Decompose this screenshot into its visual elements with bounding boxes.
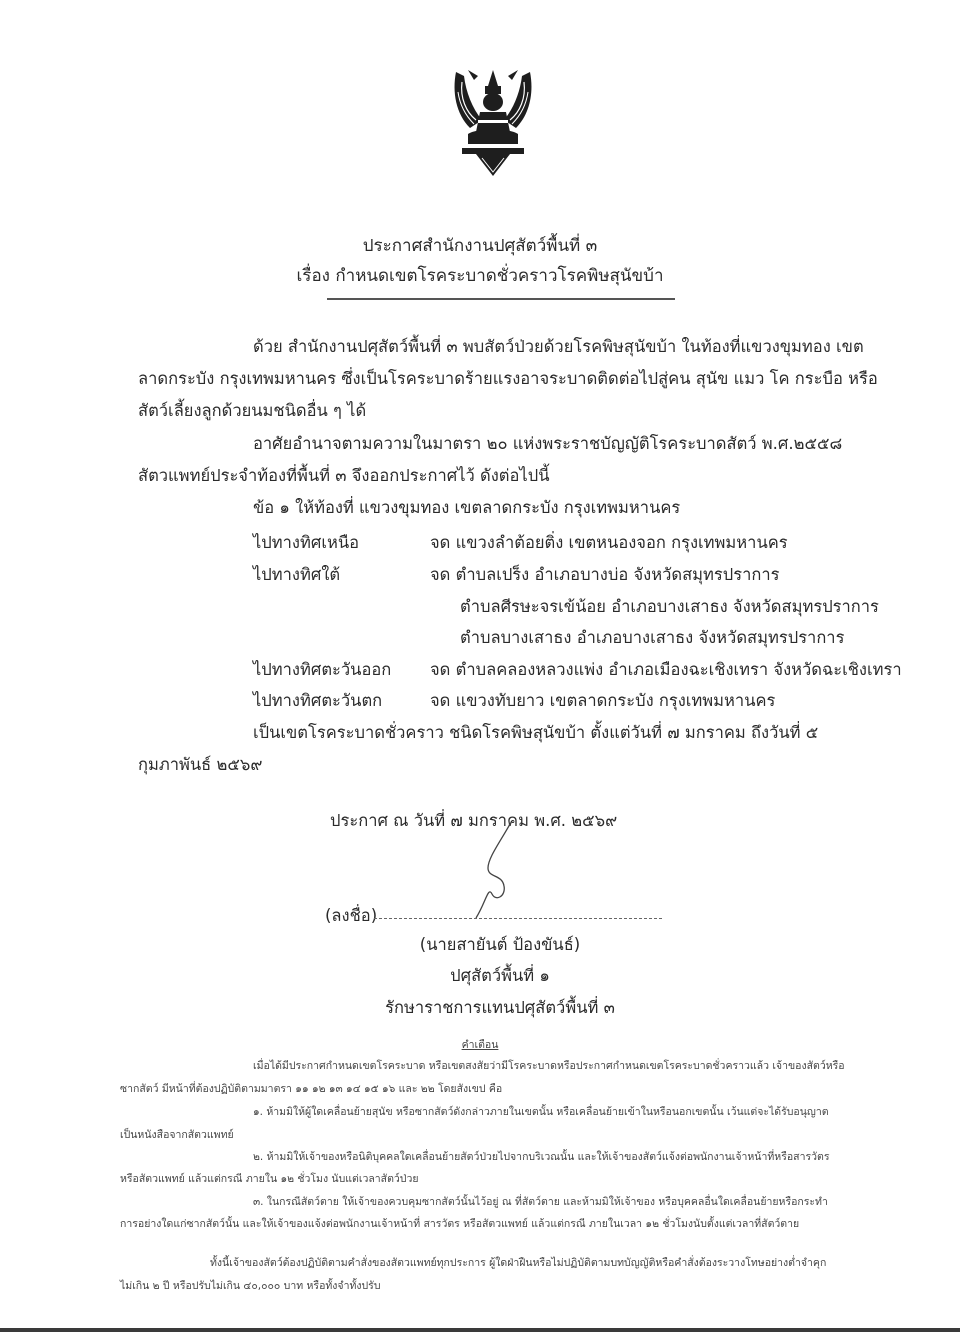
warning-item-1-line-2: เป็นหนังสือจากสัตวแพทย์ [120,1129,234,1141]
boundary-south-value-3: ตำบลบางเสาธง อำเภอบางเสาธง จังหวัดสมุทรปราการ [460,628,845,647]
paragraph-1-line-2: ลาดกระบัง กรุงเทพมหานคร ซึ่งเป็นโรคระบาดร้ายแรงอาจระบาดติดต่อไปสู่คน สุนัข แมว โค กระบือ หรือ [138,369,878,388]
signatory-position-2: รักษาราชการแทนปศุสัตว์พื้นที่ ๓ [385,998,615,1017]
warning-item-2-line-1: ๒. ห้ามมิให้เจ้าของหรือนิติบุคคลใดเคลื่อนย้ายสัตว์ป่วยไปจากบริเวณนั้น และให้เจ้าของสัตว์แจ้งต่อพนักงานเจ้าหน้าที่หรือสารวัตร [253,1151,830,1163]
warning-intro-line-1: เมื่อได้มีประกาศกำหนดเขตโรคระบาด หรือเขตสงสัยว่ามีโรคระบาดหรือประกาศกำหนดเขตโรคระบาดชั่วคราวแล้ว เจ้าของสัตว์หรือ [253,1060,845,1072]
warning-item-3-line-2: การอย่างใดแก่ซากสัตว์นั้น และให้เจ้าของแจ้งต่อพนักงานเจ้าหน้าที่ สารวัตร หรือสัตวแพทย์ แล้วแต่กรณี ภายในเวลา ๑๒ ชั่วโมงนับตั้งแต่เวลาที่สัตว์ตาย [120,1218,800,1230]
clause-1: ข้อ ๑ ให้ท้องที่ แขวงขุมทอง เขตลาดกระบัง กรุงเทพมหานคร [253,498,681,517]
paragraph-1-line-3: สัตว์เลี้ยงลูกด้วยนมชนิดอื่น ๆ ได้ [138,401,367,420]
warning-item-3-line-1: ๓. ในกรณีสัตว์ตาย ให้เจ้าของควบคุมซากสัตว์นั้นไว้อยู่ ณ ที่สัตว์ตาย และห้ามมิให้เจ้าของ หรือบุคคลอื่นใดเคลื่อนย้ายหรือกระทำ [253,1196,828,1208]
signatory-position-1: ปศุสัตว์พื้นที่ ๑ [450,966,550,985]
announcement-date: ประกาศ ณ วันที่ ๗ มกราคม พ.ศ. ๒๕๖๙ [330,811,618,830]
boundary-south-label: ไปทางทิศใต้ [253,565,341,584]
boundary-west-value: จด แขวงทับยาว เขตลาดกระบัง กรุงเทพมหานคร [430,691,776,710]
announcement-title: ประกาศสำนักงานปศุสัตว์พื้นที่ ๓ [362,236,598,256]
signature-scribble-icon [470,822,530,922]
warning-item-2-line-2: หรือสัตวแพทย์ แล้วแต่กรณี ภายใน ๑๒ ชั่วโมง นับแต่เวลาสัตว์ป่วย [120,1173,419,1185]
boundary-south-value-2: ตำบลศีรษะจรเข้น้อย อำเภอบางเสาธง จังหวัดสมุทรปราการ [460,597,879,616]
title-divider [327,298,675,300]
sign-label: (ลงชื่อ) [325,906,378,925]
bottom-border [0,1328,960,1332]
garuda-emblem-icon [448,62,538,182]
penalty-line-1: ทั้งนี้เจ้าของสัตว์ต้องปฏิบัติตามคำสั่งของสัตวแพทย์ทุกประการ ผู้ใดฝ่าฝืนหรือไม่ปฏิบัติตามบทบัญญัติหรือคำสั่งต้องระวางโทษอย่างต่ำจำคุก [210,1257,827,1269]
boundary-east-value: จด ตำบลคลองหลวงแพ่ง อำเภอเมืองฉะเชิงเทรา จังหวัดฉะเชิงเทรา [430,660,902,679]
paragraph-3-line-1: เป็นเขตโรคระบาดชั่วคราว ชนิดโรคพิษสุนัขบ้า ตั้งแต่วันที่ ๗ มกราคม ถึงวันที่ ๕ [253,723,819,742]
paragraph-1-line-1: ด้วย สำนักงานปศุสัตว์พื้นที่ ๓ พบสัตว์ป่วยด้วยโรคพิษสุนัขบ้า ในท้องที่แขวงขุมทอง เขต [253,337,864,356]
paragraph-2-line-2: สัตวแพทย์ประจำท้องที่พื้นที่ ๓ จึงออกประกาศไว้ ดังต่อไปนี้ [138,466,550,485]
boundary-west-label: ไปทางทิศตะวันตก [253,691,383,710]
boundary-east-label: ไปทางทิศตะวันออก [253,660,392,679]
signatory-name: (นายสายันต์ ป้องขันธ์) [419,935,581,954]
boundary-north-label: ไปทางทิศเหนือ [253,533,360,552]
signature-line [374,918,662,919]
warning-heading: คำเตือน [461,1039,499,1051]
boundary-north-value: จด แขวงลำต้อยติ่ง เขตหนองจอก กรุงเทพมหานคร [430,533,788,552]
announcement-subject: เรื่อง กำหนดเขตโรคระบาดชั่วคราวโรคพิษสุนัขบ้า [296,266,664,286]
penalty-line-2: ไม่เกิน ๒ ปี หรือปรับไม่เกิน ๔๐,๐๐๐ บาท หรือทั้งจำทั้งปรับ [120,1280,381,1292]
paragraph-2-line-1: อาศัยอำนาจตามความในมาตรา ๒๐ แห่งพระราชบัญญัติโรคระบาดสัตว์ พ.ศ.๒๕๕๘ [253,434,843,453]
warning-intro-line-2: ซากสัตว์ มีหน้าที่ต้องปฏิบัติตามมาตรา ๑๑ ๑๒ ๑๓ ๑๔ ๑๕ ๑๖ และ ๒๒ โดยสังเขป คือ [120,1083,503,1095]
warning-item-1-line-1: ๑. ห้ามมิให้ผู้ใดเคลื่อนย้ายสุนัข หรือซากสัตว์ดังกล่าวภายในเขตนั้น หรือเคลื่อนย้ายเข้าในหรือนอกเขตนั้น เว้นแต่จะได้รับอนุญาต [253,1106,829,1118]
boundary-south-value-1: จด ตำบลเปร็ง อำเภอบางบ่อ จังหวัดสมุทรปราการ [430,565,780,584]
paragraph-3-line-2: กุมภาพันธ์ ๒๕๖๙ [138,755,263,774]
